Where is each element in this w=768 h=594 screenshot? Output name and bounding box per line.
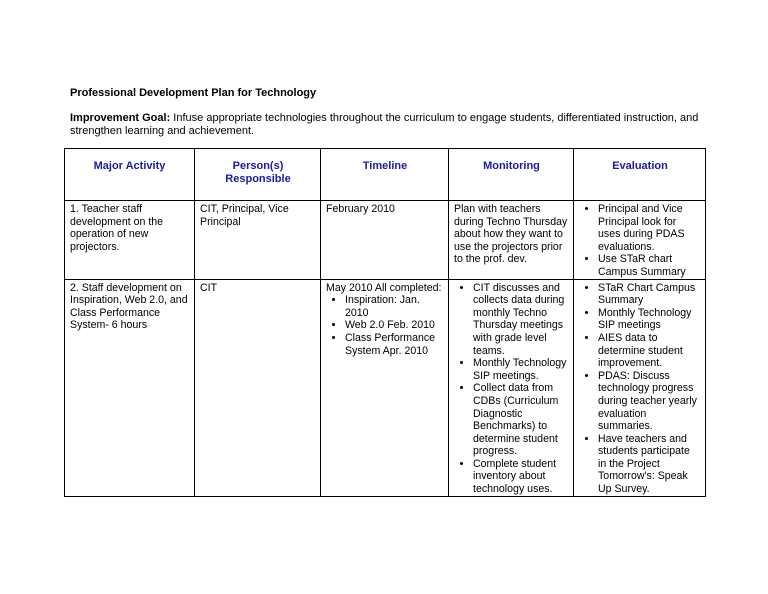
cell-timeline xyxy=(321,201,449,280)
timeline-text: May 2010 All completed: xyxy=(326,281,442,294)
table-header-row xyxy=(65,149,706,201)
list-item: • Class Performance System Apr. 2010 xyxy=(345,332,444,357)
timeline-text: February 2010 xyxy=(326,203,395,215)
header-evaluation: Evaluation xyxy=(574,149,706,201)
improvement-goal xyxy=(70,112,710,138)
header-persons-responsible: Person(s) Responsible xyxy=(195,149,321,201)
list-item: • Monthly Technology SIP meetings. xyxy=(473,357,569,382)
cell-evaluation xyxy=(574,279,706,496)
monitoring-text: Plan with teachers during Techno Thursday about how they want to use the projectors prior to the prof. dev. xyxy=(454,203,568,266)
list-item: • Complete student inventory about technology uses. xyxy=(473,458,569,496)
header-major-activity: Major Activity xyxy=(65,149,195,201)
document-title: Professional Development Plan for Technology xyxy=(70,87,317,99)
plan-table xyxy=(64,148,706,497)
list-item: • Have teachers and students participate in the Project Tomorrow's: Speak Up Survey. xyxy=(598,433,701,496)
table-row xyxy=(65,279,706,496)
cell-responsible: CIT xyxy=(195,279,321,496)
evaluation-list xyxy=(579,203,701,279)
list-item: • AIES data to determine student improvement. xyxy=(598,332,701,370)
cell-evaluation xyxy=(574,201,706,280)
cell-monitoring xyxy=(449,201,574,280)
header-monitoring: Monitoring xyxy=(449,149,574,201)
evaluation-list xyxy=(579,282,701,496)
list-item: • PDAS: Discuss technology progress during teacher yearly evaluation summaries. xyxy=(598,370,701,433)
cell-activity: 2. Staff development on Inspiration, Web 2.0, and Class Performance System- 6 hours xyxy=(65,279,195,496)
cell-timeline xyxy=(321,279,449,496)
list-item: • Monthly Technology SIP meetings xyxy=(598,307,701,332)
list-item: • STaR Chart Campus Summary xyxy=(598,282,701,307)
timeline-list xyxy=(326,294,444,357)
list-item: • Inspiration: Jan. 2010 xyxy=(345,294,444,319)
cell-monitoring xyxy=(449,279,574,496)
list-item: • Collect data from CDBs (Curriculum Diagnostic Benchmarks) to determine student progress. xyxy=(473,382,569,458)
cell-responsible: CIT, Principal, Vice Principal xyxy=(195,201,321,280)
list-item: • Principal and Vice Principal look for uses during PDAS evaluations. xyxy=(598,203,701,253)
list-item: • Use STaR chart Campus Summary xyxy=(598,253,701,278)
monitoring-list xyxy=(454,282,569,496)
header-timeline: Timeline xyxy=(321,149,449,201)
table-row xyxy=(65,201,706,280)
list-item: • CIT discusses and collects data during monthly Techno Thursday meetings with grade level teams. xyxy=(473,282,569,358)
cell-activity: 1. Teacher staff development on the operation of new projectors. xyxy=(65,201,195,280)
improvement-goal-text: Infuse appropriate technologies throughout the curriculum to engage students, differentiated instruction, and strengthen learning and achievement. xyxy=(70,112,699,137)
improvement-goal-label: Improvement Goal: xyxy=(70,112,171,124)
list-item: • Web 2.0 Feb. 2010 xyxy=(345,319,444,332)
